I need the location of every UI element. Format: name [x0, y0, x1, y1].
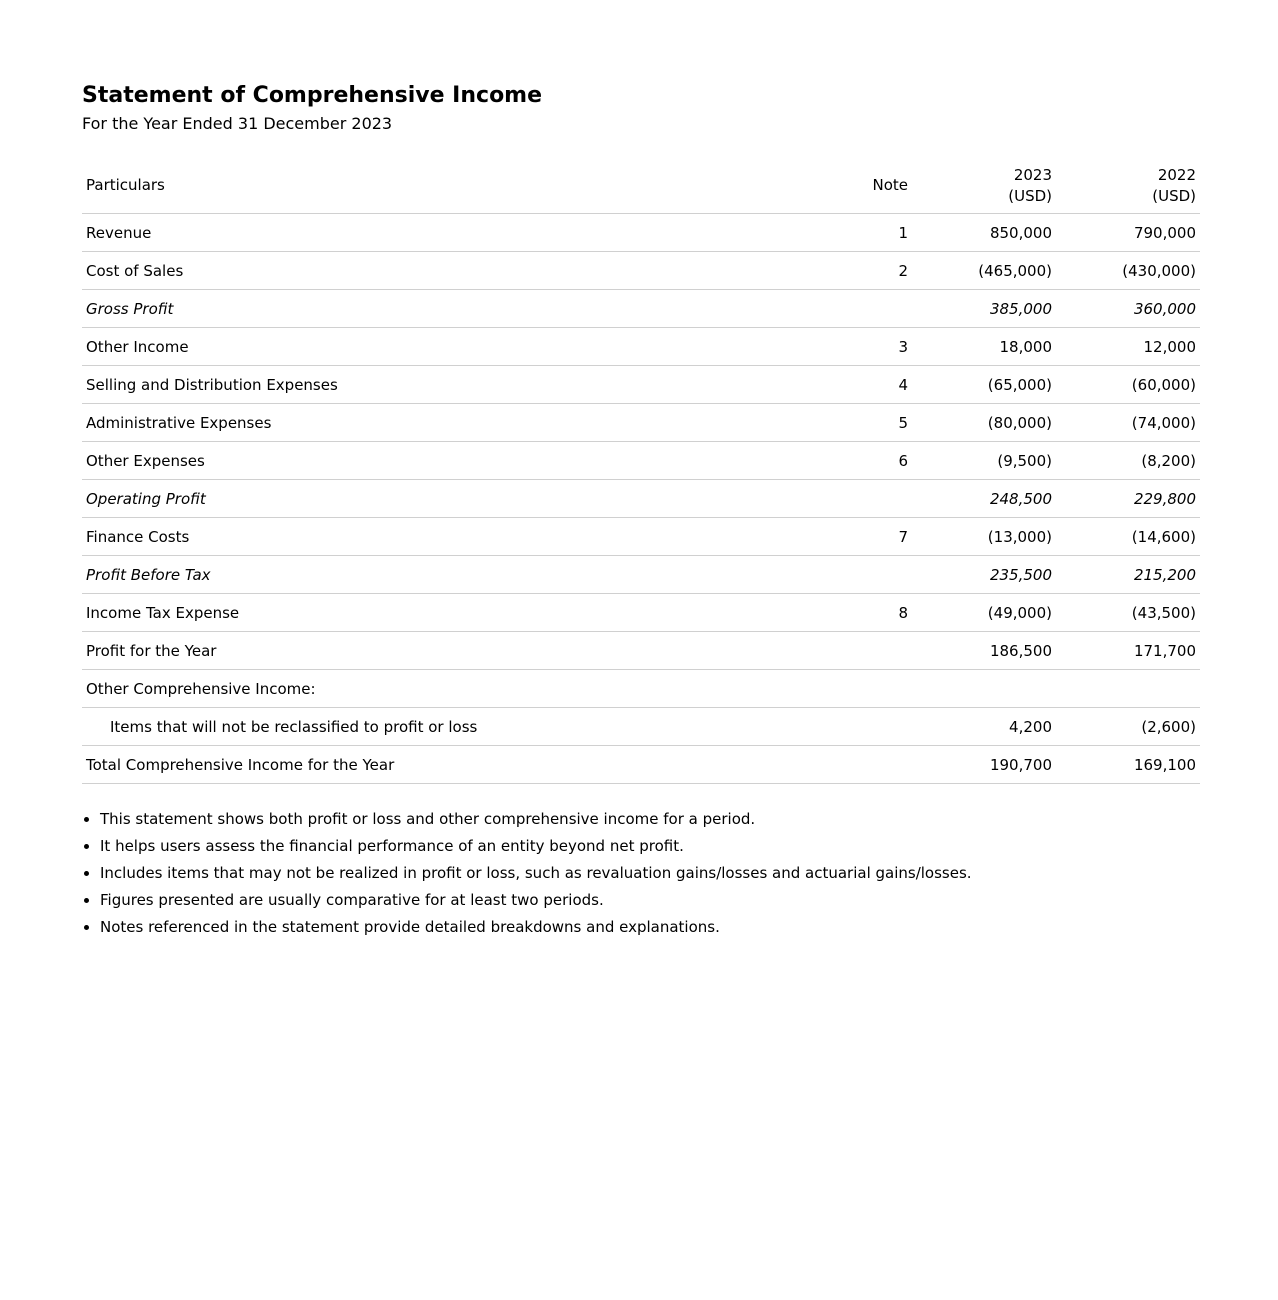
row-value-2023: 186,500 [912, 632, 1056, 670]
row-value-2022: 790,000 [1056, 214, 1200, 252]
row-note [790, 670, 912, 708]
row-value-2023: (9,500) [912, 442, 1056, 480]
table-row-administrative [82, 404, 1200, 442]
page-subtitle: For the Year Ended 31 December 2023 [82, 114, 393, 133]
row-value-2023: (49,000) [912, 594, 1056, 632]
row-note: 6 [790, 442, 912, 480]
row-label: Other Comprehensive Income: [82, 670, 790, 708]
row-note [790, 556, 912, 594]
row-value-2023: 235,500 [912, 556, 1056, 594]
statement-page [82, 82, 1196, 941]
row-label: Gross Profit [82, 290, 790, 328]
row-note [790, 708, 912, 746]
row-value-2022: (60,000) [1056, 366, 1200, 404]
table-row-cost-of-sales [82, 252, 1200, 290]
table-row-other-income [82, 328, 1200, 366]
table-header-row [82, 158, 1200, 214]
header-2023 [912, 158, 1056, 214]
table-row-selling-distribution [82, 366, 1200, 404]
row-value-2022: (43,500) [1056, 594, 1200, 632]
row-label: Other Income [82, 328, 790, 366]
header-2022-unit: (USD) [1152, 186, 1196, 205]
header-particulars: Particulars [82, 158, 790, 214]
row-value-2023: 850,000 [912, 214, 1056, 252]
table-row-profit-before-tax [82, 556, 1200, 594]
row-value-2022: (74,000) [1056, 404, 1200, 442]
table-row-oci-items [82, 708, 1200, 746]
row-value-2022: 169,100 [1056, 746, 1200, 784]
table-row-income-tax [82, 594, 1200, 632]
row-label: Finance Costs [82, 518, 790, 556]
row-note [790, 632, 912, 670]
row-value-2023: 385,000 [912, 290, 1056, 328]
table-row-other-expenses [82, 442, 1200, 480]
list-item: • Notes referenced in the statement provide detailed breakdowns and explanations. [100, 914, 1196, 941]
table-row-total-comprehensive-income [82, 746, 1200, 784]
list-item: • Figures presented are usually comparative for at least two periods. [100, 887, 1196, 914]
list-item: • This statement shows both profit or loss and other comprehensive income for a period. [100, 806, 1196, 833]
row-label: Profit Before Tax [82, 556, 790, 594]
row-value-2022: (2,600) [1056, 708, 1200, 746]
header-2022-year: 2022 [1157, 165, 1196, 184]
row-value-2023: (13,000) [912, 518, 1056, 556]
row-note [790, 480, 912, 518]
row-value-2023: 18,000 [912, 328, 1056, 366]
row-note: 5 [790, 404, 912, 442]
table-row-oci-heading [82, 670, 1200, 708]
row-label: Profit for the Year [82, 632, 790, 670]
row-value-2022: (14,600) [1056, 518, 1200, 556]
header-2023-year: 2023 [1013, 165, 1052, 184]
row-value-2022: 12,000 [1056, 328, 1200, 366]
row-label: Revenue [82, 214, 790, 252]
table-row-gross-profit [82, 290, 1200, 328]
row-value-2022: 360,000 [1056, 290, 1200, 328]
row-label: Administrative Expenses [82, 404, 790, 442]
table-row-profit-for-year [82, 632, 1200, 670]
row-value-2023: 4,200 [912, 708, 1056, 746]
row-value-2022: (430,000) [1056, 252, 1200, 290]
list-item: • It helps users assess the financial performance of an entity beyond net profit. [100, 833, 1196, 860]
row-label: Items that will not be reclassified to profit or loss [82, 708, 790, 746]
notes-list [82, 806, 1196, 941]
row-note: 4 [790, 366, 912, 404]
row-label: Total Comprehensive Income for the Year [82, 746, 790, 784]
row-value-2022 [1056, 670, 1200, 708]
row-note: 8 [790, 594, 912, 632]
row-note: 2 [790, 252, 912, 290]
row-label: Income Tax Expense [82, 594, 790, 632]
row-value-2023 [912, 670, 1056, 708]
header-2023-unit: (USD) [1008, 186, 1052, 205]
table-row-revenue [82, 214, 1200, 252]
row-label: Cost of Sales [82, 252, 790, 290]
row-value-2023: 248,500 [912, 480, 1056, 518]
row-value-2022: 229,800 [1056, 480, 1200, 518]
row-value-2023: (65,000) [912, 366, 1056, 404]
row-note: 7 [790, 518, 912, 556]
row-note [790, 746, 912, 784]
header-2022 [1056, 158, 1200, 214]
row-note: 1 [790, 214, 912, 252]
row-value-2023: (80,000) [912, 404, 1056, 442]
row-label: Other Expenses [82, 442, 790, 480]
row-value-2023: 190,700 [912, 746, 1056, 784]
row-value-2022: 171,700 [1056, 632, 1200, 670]
page-title: Statement of Comprehensive Income [82, 83, 543, 108]
table-row-operating-profit [82, 480, 1200, 518]
header-note: Note [790, 158, 912, 214]
row-value-2022: 215,200 [1056, 556, 1200, 594]
list-item: • Includes items that may not be realized in profit or loss, such as revaluation gains/losses and actuarial gains/losses. [100, 860, 1196, 887]
income-statement-table [82, 158, 1200, 784]
row-note [790, 290, 912, 328]
row-value-2023: (465,000) [912, 252, 1056, 290]
table-row-finance-costs [82, 518, 1200, 556]
row-label: Selling and Distribution Expenses [82, 366, 790, 404]
row-label: Operating Profit [82, 480, 790, 518]
row-value-2022: (8,200) [1056, 442, 1200, 480]
row-note: 3 [790, 328, 912, 366]
